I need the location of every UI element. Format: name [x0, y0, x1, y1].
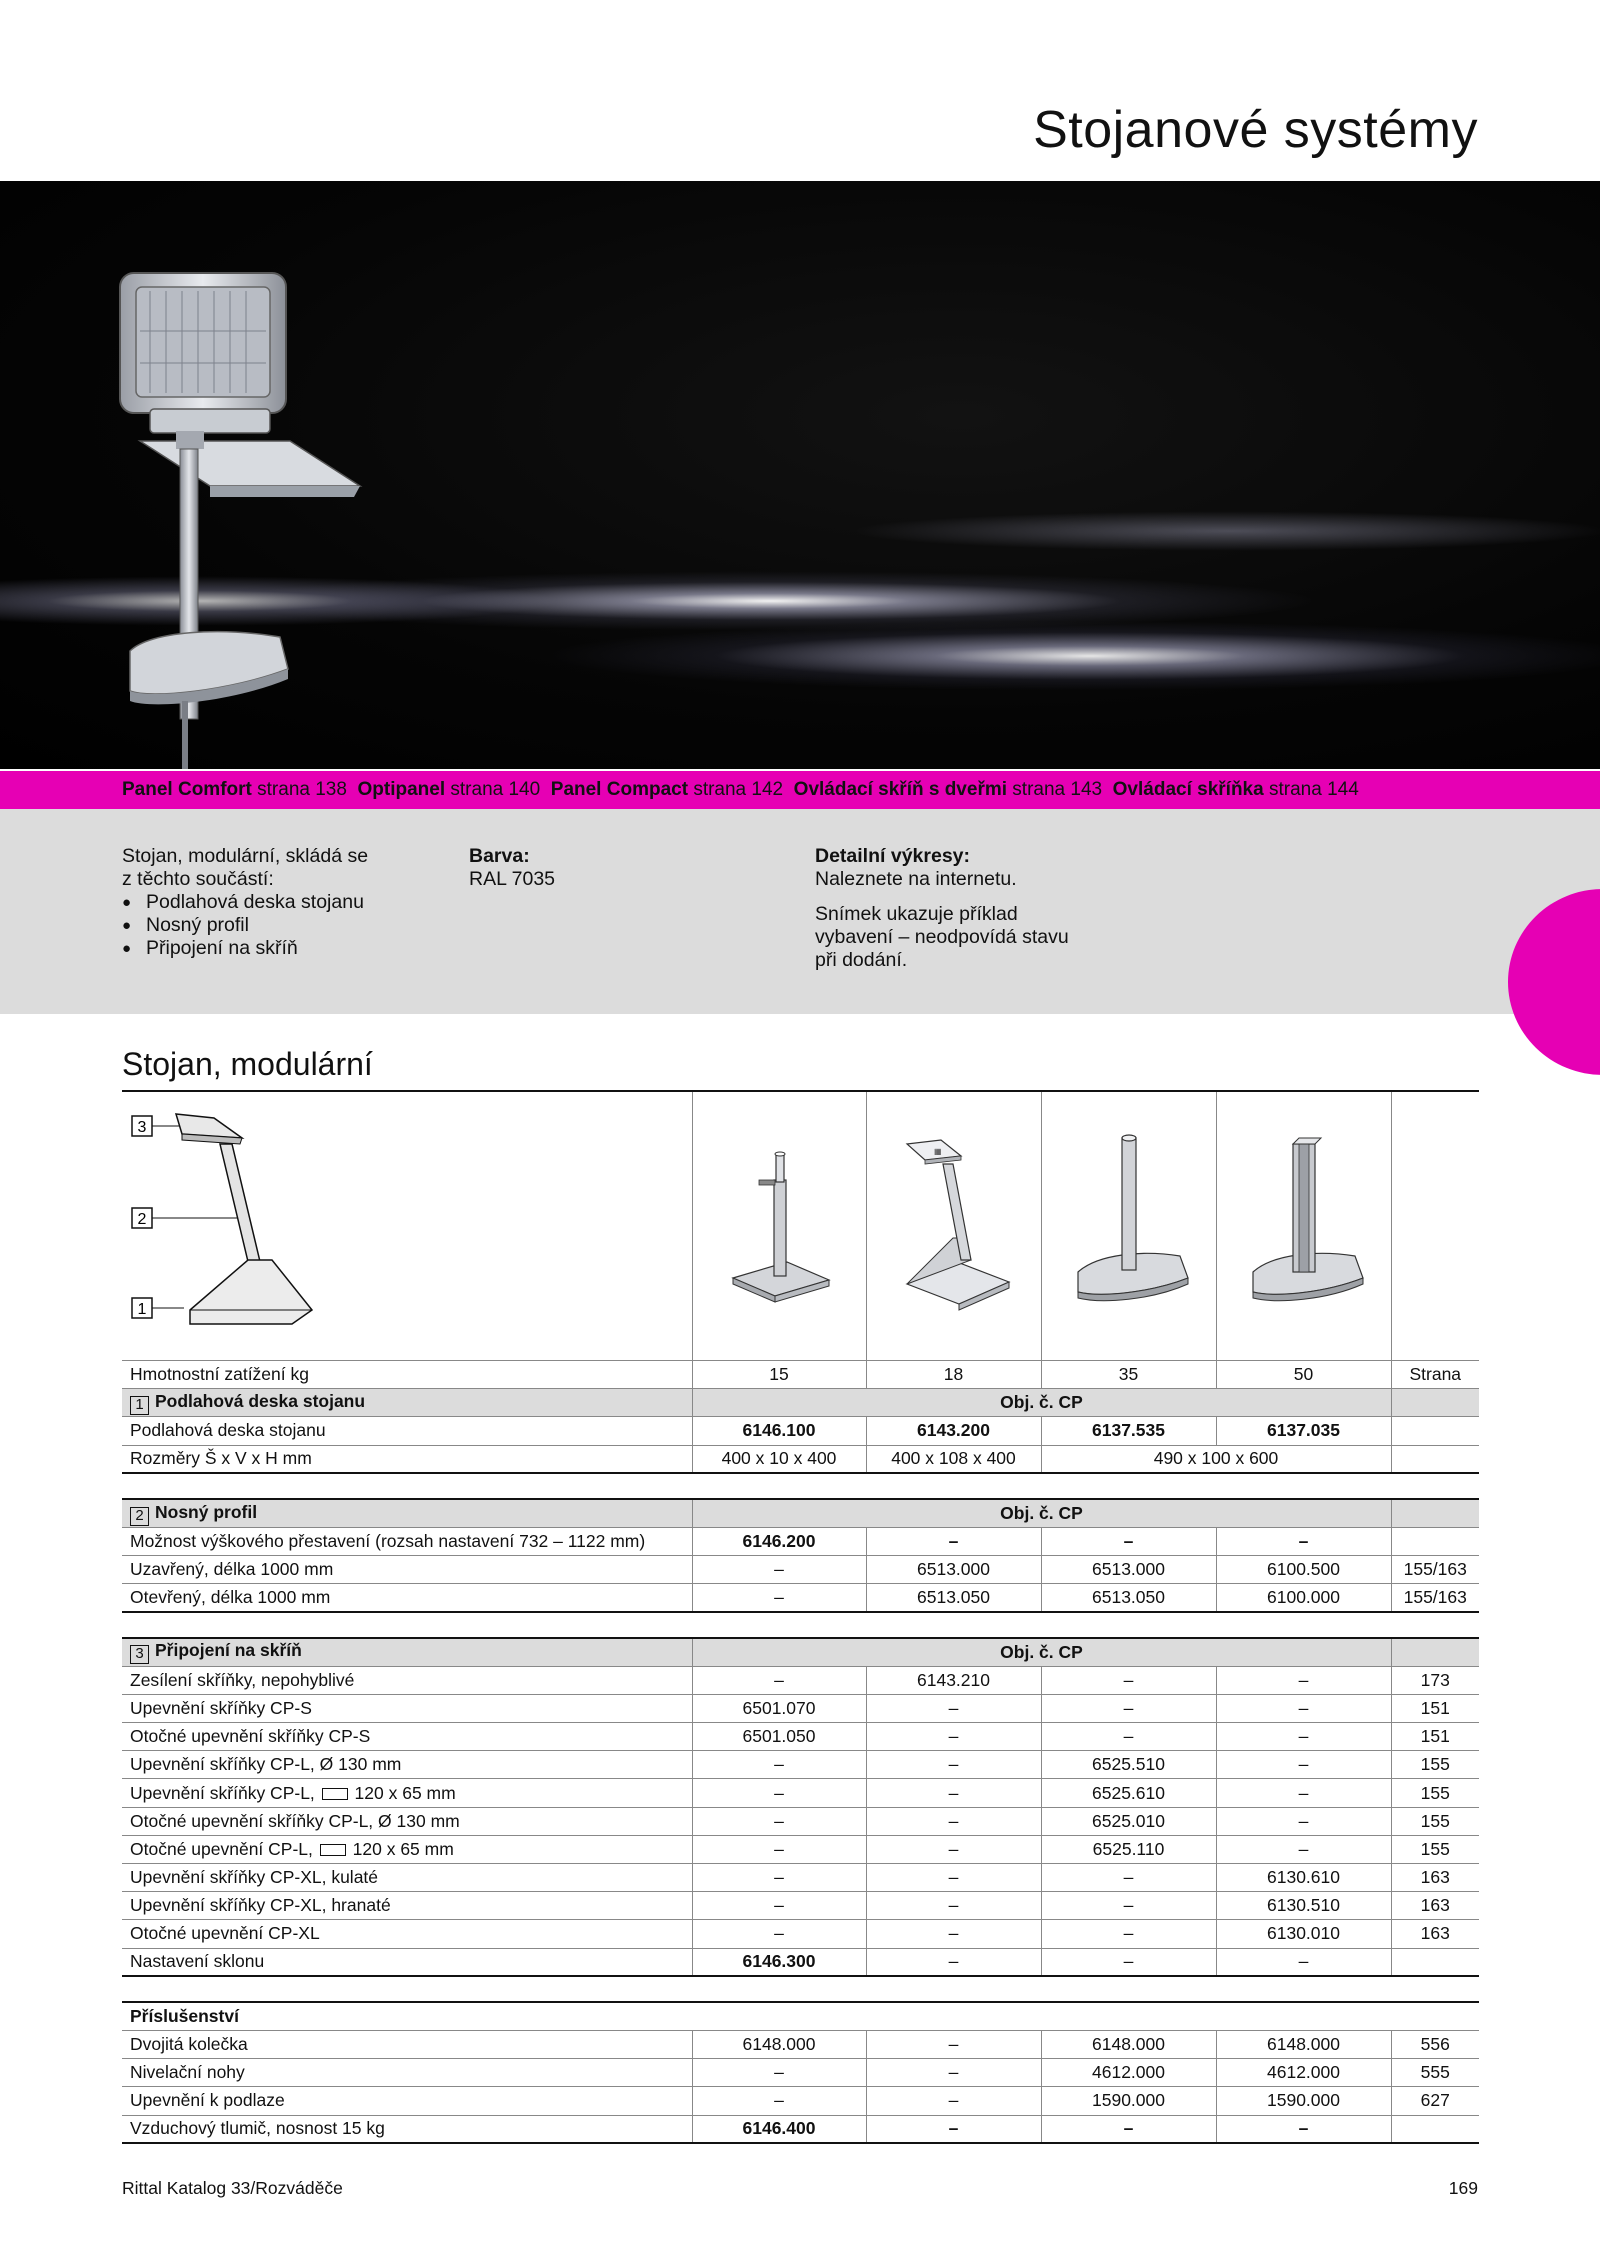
photo-note: při dodání. — [815, 949, 908, 971]
table-row — [122, 1920, 1479, 1948]
group-header — [122, 2002, 1479, 2030]
order-number: – — [1041, 1864, 1216, 1892]
order-number: – — [866, 1920, 1041, 1948]
page-ref: 163 — [1391, 1892, 1479, 1920]
drawings-info — [815, 845, 1069, 972]
order-number: – — [692, 1751, 866, 1779]
stand-diagram — [122, 1092, 692, 1360]
rectangle-icon — [322, 1788, 348, 1800]
order-number: 6146.100 — [692, 1417, 866, 1445]
page-ref: 155/163 — [1391, 1556, 1479, 1584]
order-number: – — [692, 1892, 866, 1920]
stand-variant-3-image — [1042, 1092, 1217, 1360]
order-number: – — [866, 1694, 1041, 1722]
row-label: Otočné upevnění CP-XL — [122, 1920, 692, 1948]
page-ref: 163 — [1391, 1920, 1479, 1948]
table-row — [122, 1527, 1479, 1555]
order-number: – — [1041, 1666, 1216, 1694]
link-panel-comfort[interactable]: Panel Comfort — [122, 779, 252, 800]
table-row — [122, 1361, 1479, 1389]
order-number: – — [1216, 1779, 1391, 1807]
page-ref: 155/163 — [1391, 1584, 1479, 1612]
order-number: – — [1041, 1527, 1216, 1555]
page-ref — [1391, 1445, 1479, 1473]
link-page: strana 143 — [1012, 779, 1103, 800]
link-control-cabinet-door[interactable]: Ovládací skříň s dveřmi — [793, 779, 1008, 800]
row-label: Otočné upevnění skříňky CP-L, Ø 130 mm — [122, 1807, 692, 1835]
page-ref: 151 — [1391, 1723, 1479, 1751]
composition-text: z těchto součástí: — [122, 868, 274, 890]
stand-product-photo — [110, 271, 370, 769]
group-header — [122, 1638, 1479, 1666]
row-label-text: 120 x 65 mm — [352, 1838, 454, 1859]
order-number: – — [692, 1666, 866, 1694]
order-number: – — [866, 1807, 1041, 1835]
order-number: 6100.500 — [1216, 1556, 1391, 1584]
component-item: ● Podlahová deska stojanu — [122, 891, 368, 914]
page-title: Stojanové systémy — [1033, 101, 1478, 159]
order-number: 6143.200 — [866, 1417, 1041, 1445]
order-number: 6148.000 — [1041, 2030, 1216, 2058]
order-number: 6146.400 — [692, 2115, 866, 2143]
row-label: Rozměry Š x V x H mm — [122, 1445, 692, 1473]
group-title: Připojení na skříň — [155, 1640, 302, 1661]
order-number: – — [866, 2059, 1041, 2087]
product-image-cell — [1216, 1092, 1391, 1360]
order-number: – — [1041, 1723, 1216, 1751]
related-products-links — [122, 779, 1359, 801]
order-number: – — [692, 1864, 866, 1892]
link-page: strana 142 — [693, 779, 784, 800]
row-label: Upevnění skříňky CP-XL, hranaté — [122, 1892, 692, 1920]
table-row — [122, 1666, 1479, 1694]
page-ref: 555 — [1391, 2059, 1479, 2087]
order-number: 6130.010 — [1216, 1920, 1391, 1948]
table-row — [122, 2059, 1479, 2087]
hero-image — [0, 181, 1600, 769]
page-ref: 155 — [1391, 1835, 1479, 1863]
order-number: – — [866, 1864, 1041, 1892]
product-table — [122, 1090, 1479, 2144]
order-number: – — [866, 1948, 1041, 1976]
order-number: – — [692, 1835, 866, 1863]
row-label: Podlahová deska stojanu — [122, 1417, 692, 1445]
order-number: 6513.000 — [866, 1556, 1041, 1584]
related-products-bar — [0, 771, 1600, 809]
order-number: 6137.035 — [1216, 1417, 1391, 1445]
drawings-value: Naleznete na internetu. — [815, 868, 1017, 890]
composition-info — [122, 845, 368, 960]
order-number: – — [866, 1527, 1041, 1555]
order-number: 6525.110 — [1041, 1835, 1216, 1863]
order-number: – — [866, 1835, 1041, 1863]
order-table — [122, 1360, 1479, 2144]
order-number: – — [1216, 1527, 1391, 1555]
order-number: – — [1216, 1723, 1391, 1751]
catalog-footer: Rittal Katalog 33/Rozváděče — [122, 2178, 343, 2198]
order-number: – — [866, 1751, 1041, 1779]
composition-text: Stojan, modulární, skládá se — [122, 845, 369, 867]
load-value: 15 — [692, 1361, 866, 1389]
page-number: 169 — [1448, 2178, 1478, 2198]
load-value: 18 — [866, 1361, 1041, 1389]
table-row — [122, 1417, 1479, 1445]
load-value: 35 — [1041, 1361, 1216, 1389]
order-number: 6525.510 — [1041, 1751, 1216, 1779]
link-page: strana 144 — [1268, 779, 1359, 800]
order-number: 6501.070 — [692, 1694, 866, 1722]
row-label: Upevnění skříňky CP-L, Ø 130 mm — [122, 1751, 692, 1779]
order-number: 6146.300 — [692, 1948, 866, 1976]
order-header: Obj. č. CP — [692, 1499, 1391, 1527]
order-number: 6130.610 — [1216, 1864, 1391, 1892]
table-row — [122, 1864, 1479, 1892]
drawings-label: Detailní výkresy: — [815, 845, 971, 867]
info-band — [0, 809, 1600, 1014]
row-label-text: 120 x 65 mm — [354, 1782, 456, 1803]
page-ref: 155 — [1391, 1751, 1479, 1779]
link-page: strana 138 — [257, 779, 347, 800]
page-ref — [1391, 1417, 1479, 1445]
load-value: 50 — [1216, 1361, 1391, 1389]
group-number: 2 — [130, 1507, 149, 1526]
group-title: Nosný profil — [155, 1501, 258, 1522]
table-row — [122, 1556, 1479, 1584]
order-number: 1590.000 — [1216, 2087, 1391, 2115]
row-label: Uzavřený, délka 1000 mm — [122, 1556, 692, 1584]
order-number: – — [866, 2087, 1041, 2115]
stand-variant-4-image — [1217, 1092, 1392, 1360]
product-image-cell — [1041, 1092, 1216, 1360]
table-row — [122, 1948, 1479, 1976]
order-number: – — [692, 1920, 866, 1948]
order-number: 6130.510 — [1216, 1892, 1391, 1920]
table-row — [122, 1723, 1479, 1751]
page-ref: 173 — [1391, 1666, 1479, 1694]
order-number: – — [866, 1892, 1041, 1920]
order-number: 6525.610 — [1041, 1779, 1216, 1807]
order-number: 6513.050 — [866, 1584, 1041, 1612]
group-number: 1 — [130, 1396, 149, 1415]
component-item: ● Nosný profil — [122, 914, 368, 937]
row-label — [122, 1779, 692, 1807]
table-row — [122, 1892, 1479, 1920]
order-number: – — [1041, 1694, 1216, 1722]
row-label-text: Upevnění skříňky CP-L, — [130, 1782, 315, 1803]
row-label: Upevnění skříňky CP-XL, kulaté — [122, 1864, 692, 1892]
order-number: 6137.535 — [1041, 1417, 1216, 1445]
table-row — [122, 1751, 1479, 1779]
row-label: Upevnění k podlaze — [122, 2087, 692, 2115]
stand-variant-1-image — [693, 1092, 867, 1360]
page-ref: 627 — [1391, 2087, 1479, 2115]
component-item: ● Připojení na skříň — [122, 937, 368, 960]
order-number: – — [1216, 1666, 1391, 1694]
group-title: Podlahová deska stojanu — [155, 1390, 366, 1411]
order-number: – — [1216, 1694, 1391, 1722]
order-number: – — [1041, 1948, 1216, 1976]
order-number: – — [866, 2030, 1041, 2058]
diagram-label: 2 — [137, 1211, 147, 1228]
order-number: 6501.050 — [692, 1723, 866, 1751]
page-ref — [1391, 1527, 1479, 1555]
dimension-value: 400 x 108 x 400 — [866, 1445, 1041, 1473]
row-label: Vzduchový tlumič, nosnost 15 kg — [122, 2115, 692, 2143]
order-number: – — [692, 2087, 866, 2115]
order-number: – — [866, 1779, 1041, 1807]
page-ref: 556 — [1391, 2030, 1479, 2058]
product-image-cell — [692, 1092, 866, 1360]
diagram-label: 1 — [137, 1301, 147, 1318]
row-label-text: Otočné upevnění CP-L, — [130, 1838, 313, 1859]
order-number: – — [1216, 2115, 1391, 2143]
link-panel-compact[interactable]: Panel Compact — [550, 779, 689, 800]
order-number: – — [692, 1807, 866, 1835]
row-label: Dvojitá kolečka — [122, 2030, 692, 2058]
table-row — [122, 1779, 1479, 1807]
order-number: – — [692, 2059, 866, 2087]
photo-note: Snímek ukazuje příklad — [815, 903, 1018, 925]
order-header: Obj. č. CP — [692, 1389, 1391, 1417]
page-ref: 155 — [1391, 1807, 1479, 1835]
order-number: 4612.000 — [1216, 2059, 1391, 2087]
row-label: Zesílení skříňky, nepohyblivé — [122, 1666, 692, 1694]
order-number: – — [866, 1723, 1041, 1751]
table-row — [122, 2030, 1479, 2058]
order-number: 1590.000 — [1041, 2087, 1216, 2115]
diagram-label: 3 — [137, 1119, 147, 1136]
row-label — [122, 1835, 692, 1863]
table-row — [122, 1835, 1479, 1863]
light-streak — [540, 621, 1600, 691]
order-number: 6513.000 — [1041, 1556, 1216, 1584]
svg-text:▦: ▦ — [934, 1147, 942, 1156]
dimension-value: 400 x 10 x 400 — [692, 1445, 866, 1473]
order-number: – — [692, 1584, 866, 1612]
order-number: – — [866, 2115, 1041, 2143]
order-number: 6148.000 — [1216, 2030, 1391, 2058]
product-image-cell — [1391, 1092, 1479, 1360]
color-info — [469, 845, 555, 891]
order-number: 6143.210 — [866, 1666, 1041, 1694]
order-number: – — [1041, 2115, 1216, 2143]
table-row — [122, 2087, 1479, 2115]
color-label: Barva: — [469, 845, 530, 867]
rectangle-icon — [320, 1844, 346, 1856]
order-number: – — [1216, 1751, 1391, 1779]
product-image-cell — [866, 1092, 1041, 1360]
photo-note: vybavení – neodpovídá stavu — [815, 926, 1069, 948]
link-page: strana 140 — [450, 779, 541, 800]
page-header: Strana — [1391, 1361, 1479, 1389]
order-number: 6148.000 — [692, 2030, 866, 2058]
group-header — [122, 1499, 1479, 1527]
stand-variant-2-image — [867, 1092, 1042, 1360]
table-row — [122, 2115, 1479, 2143]
group-number: 3 — [130, 1645, 149, 1664]
order-number: – — [1216, 1807, 1391, 1835]
link-control-box[interactable]: Ovládací skříňka — [1112, 779, 1264, 800]
order-number: 6146.200 — [692, 1527, 866, 1555]
page-ref: 151 — [1391, 1694, 1479, 1722]
page-ref: 163 — [1391, 1864, 1479, 1892]
order-number: 6513.050 — [1041, 1584, 1216, 1612]
group-header — [122, 1389, 1479, 1417]
order-number: – — [692, 1779, 866, 1807]
order-number: – — [692, 1556, 866, 1584]
order-number: 4612.000 — [1041, 2059, 1216, 2087]
order-number: – — [1216, 1948, 1391, 1976]
row-label: Otevřený, délka 1000 mm — [122, 1584, 692, 1612]
row-label: Hmotnostní zatížení kg — [122, 1361, 692, 1389]
row-label: Otočné upevnění skříňky CP-S — [122, 1723, 692, 1751]
table-row — [122, 1584, 1479, 1612]
dimension-value: 490 x 100 x 600 — [1041, 1445, 1391, 1473]
order-number: – — [1041, 1892, 1216, 1920]
table-row — [122, 1445, 1479, 1473]
order-number: – — [1041, 1920, 1216, 1948]
group-title: Příslušenství — [122, 2002, 692, 2030]
light-streak — [850, 511, 1600, 551]
page-ref: 155 — [1391, 1779, 1479, 1807]
row-label: Možnost výškového přestavení (rozsah nastavení 732 – 1122 mm) — [122, 1527, 692, 1555]
row-label: Nastavení sklonu — [122, 1948, 692, 1976]
link-optipanel[interactable]: Optipanel — [357, 779, 446, 800]
order-number: 6100.000 — [1216, 1584, 1391, 1612]
order-header: Obj. č. CP — [692, 1638, 1391, 1666]
row-label: Nivelační nohy — [122, 2059, 692, 2087]
order-number: 6525.010 — [1041, 1807, 1216, 1835]
row-label: Upevnění skříňky CP-S — [122, 1694, 692, 1722]
page-ref — [1391, 1948, 1479, 1976]
order-number: – — [1216, 1835, 1391, 1863]
table-row — [122, 1694, 1479, 1722]
section-title: Stojan, modulární — [122, 1046, 373, 1082]
table-row — [122, 1807, 1479, 1835]
product-images-row — [122, 1092, 1479, 1360]
page-ref — [1391, 2115, 1479, 2143]
color-value: RAL 7035 — [469, 868, 556, 890]
